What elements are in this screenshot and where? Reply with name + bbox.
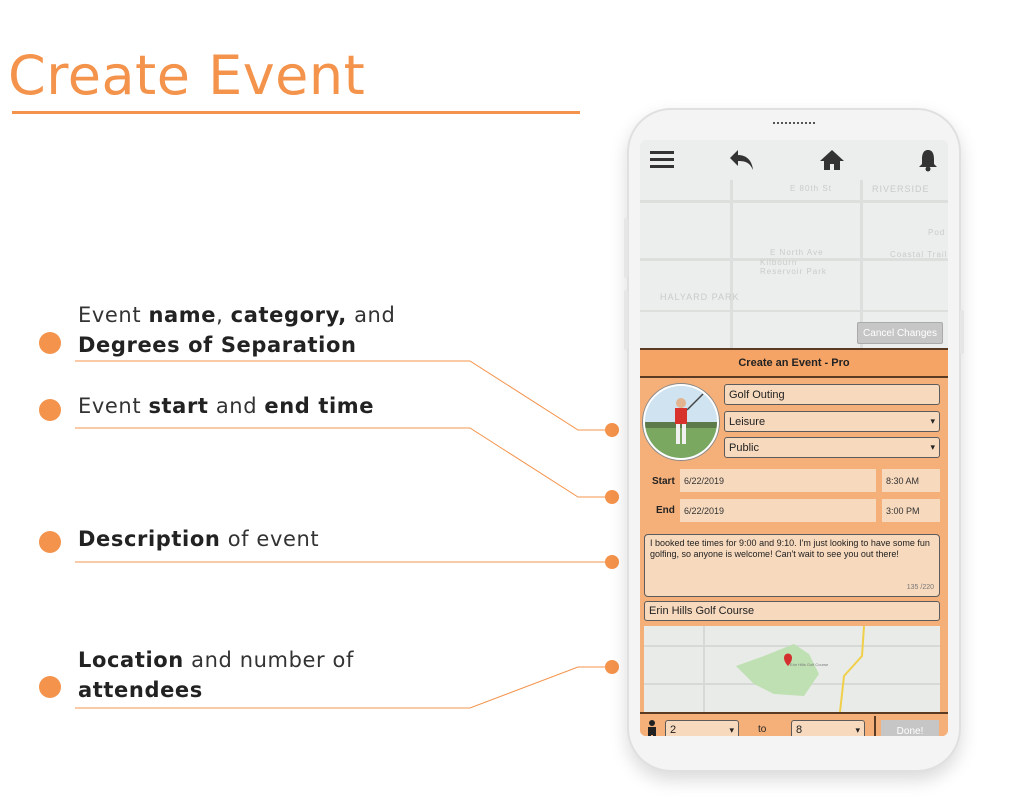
callout-pin: [605, 423, 619, 437]
callout-name-category: Event name, category, and Degrees of Separation: [78, 303, 396, 357]
callout-location: Location and number of attendees: [78, 648, 354, 702]
phone-mockup: [627, 108, 961, 772]
phone-side-button: [624, 290, 628, 350]
end-label: End: [656, 505, 675, 516]
end-date-input[interactable]: 6/22/2019: [680, 499, 876, 522]
done-button[interactable]: Done!: [881, 720, 939, 736]
map-label: E North Ave: [770, 248, 824, 257]
callout-bullet: [39, 332, 61, 354]
location-map[interactable]: [644, 626, 940, 712]
create-event-form: [640, 348, 948, 736]
location-input[interactable]: Erin Hills Golf Course: [644, 601, 940, 621]
start-label: Start: [652, 476, 675, 487]
callout-bullet: [39, 399, 61, 421]
map-label: Coastal Trail: [890, 250, 948, 259]
menu-icon[interactable]: [648, 146, 676, 174]
home-icon[interactable]: [818, 146, 846, 174]
min-attendees-value: 2: [670, 724, 677, 736]
start-date-input[interactable]: 6/22/2019: [680, 469, 876, 492]
callout-description: Description of event: [78, 527, 320, 551]
end-time-input[interactable]: 3:00 PM: [882, 499, 940, 522]
map-label: HALYARD PARK: [660, 292, 740, 302]
form-title: Create an Event - Pro: [640, 348, 948, 378]
map-pin-label: Erin Hills Golf Course: [790, 662, 829, 667]
title-underline: [12, 111, 580, 114]
category-select[interactable]: [724, 411, 940, 432]
map-label: Pod: [928, 228, 946, 237]
category-value: Leisure: [729, 415, 766, 428]
person-icon: [646, 720, 658, 736]
event-name-input[interactable]: Golf Outing: [724, 384, 940, 405]
callout-pin: [605, 660, 619, 674]
max-attendees-value: 8: [796, 724, 803, 736]
app-screen: [640, 140, 948, 736]
app-toolbar: [640, 140, 948, 180]
to-label: to: [758, 724, 767, 735]
callout-pin: [605, 555, 619, 569]
description-textarea[interactable]: [644, 534, 940, 597]
cancel-changes-button[interactable]: Cancel Changes: [857, 322, 943, 344]
event-photo[interactable]: [643, 384, 719, 460]
callout-start-end: Event start and end time: [78, 394, 375, 418]
attendees-bar: [640, 712, 948, 736]
map-label: Kilbourn Reservoir Park: [760, 258, 827, 276]
phone-speaker: [773, 122, 815, 127]
notification-bell-icon[interactable]: [914, 146, 942, 174]
bar-divider: [874, 716, 876, 736]
phone-side-button: [624, 218, 628, 278]
page-title: Create Event: [8, 44, 366, 107]
description-text: I booked tee times for 9:00 and 9:10. I'm just looking to have some fun golfing, so anyone is welcome! Can't wait to see you out there!: [650, 538, 930, 559]
map-label: RIVERSIDE: [872, 184, 930, 194]
callout-pin: [605, 490, 619, 504]
callout-bullet: [39, 676, 61, 698]
visibility-value: Public: [729, 441, 759, 454]
back-icon[interactable]: [728, 146, 756, 174]
callout-bullet: [39, 531, 61, 553]
visibility-select[interactable]: [724, 437, 940, 458]
phone-side-button: [960, 310, 964, 354]
min-attendees-select[interactable]: [665, 720, 739, 736]
character-counter: 135 /220: [906, 584, 934, 591]
max-attendees-select[interactable]: [791, 720, 865, 736]
start-time-input[interactable]: 8:30 AM: [882, 469, 940, 492]
map-label: E 80th St: [790, 184, 832, 193]
